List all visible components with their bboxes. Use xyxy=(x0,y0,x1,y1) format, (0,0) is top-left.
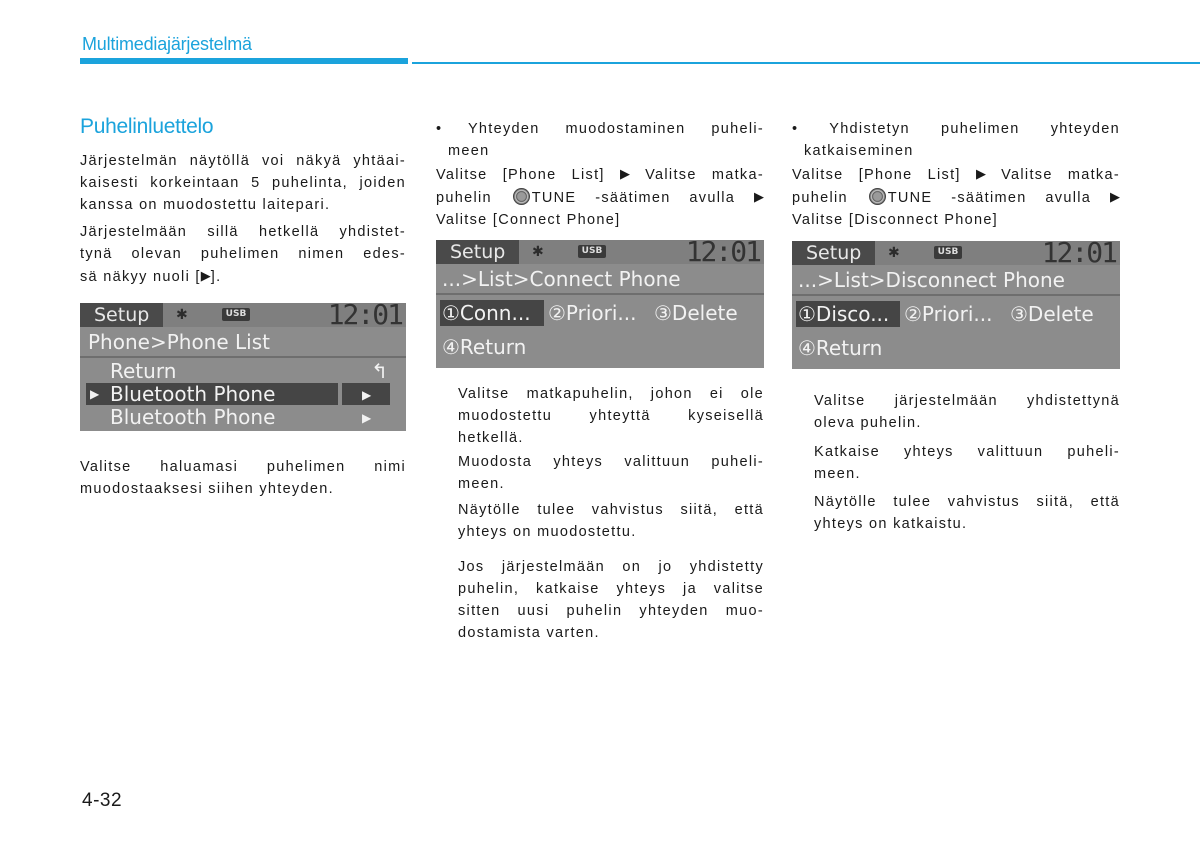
screen-path: ...>List>Connect Phone xyxy=(442,267,681,291)
text-part: puhelin xyxy=(436,190,492,206)
arrow-right-icon: ▶ xyxy=(619,166,630,181)
text-line: Valitse [Disconnect Phone] xyxy=(792,212,999,228)
text-line: Muodosta yhteys valittuun puheli- xyxy=(458,454,764,470)
text-part: TUNE -säätimen avulla xyxy=(887,190,1092,206)
text-part: ]. xyxy=(210,269,222,285)
screen-row-phone: Bluetooth Phone xyxy=(110,405,276,429)
text-line: Järjestelmän näytöllä voi näkyä yhtäai- xyxy=(80,153,406,169)
connect-note xyxy=(458,556,764,644)
disconnect-heading xyxy=(792,118,1120,162)
text-part: Valitse [Phone List] xyxy=(436,167,605,183)
text-part: sä näkyy nuoli [ xyxy=(80,269,201,285)
arrow-right-icon: ▶ xyxy=(1109,189,1120,204)
screen-setup-label: Setup xyxy=(792,241,875,265)
text-line: oleva puhelin. xyxy=(814,415,922,431)
screen-option-delete: ③Delete xyxy=(654,301,738,325)
bluetooth-icon: ✱ xyxy=(532,244,544,260)
screen-option-priority: ②Priori... xyxy=(548,301,637,325)
screen-option-return: ④Return xyxy=(798,336,883,360)
text-part: Valitse [Phone List] xyxy=(792,167,961,183)
select-paragraph xyxy=(80,456,406,500)
screen-row-return: Return xyxy=(110,359,177,383)
text-line: Valitse järjestelmään yhdistettynä xyxy=(814,393,1120,409)
text-line: Järjestelmään sillä hetkellä yhdistet- xyxy=(80,224,406,240)
disconnect-phone-screen xyxy=(792,241,1120,369)
screen-path: ...>List>Disconnect Phone xyxy=(798,268,1065,292)
tune-knob-icon xyxy=(513,188,530,205)
screen-clock: 12:01 xyxy=(1041,241,1116,269)
text-part: Valitse matka- xyxy=(1001,167,1120,183)
text-line: Valitse haluamasi puhelimen nimi xyxy=(80,459,406,475)
header-rule-thick xyxy=(80,58,408,64)
text-line: Katkaise yhteys valittuun puheli- xyxy=(814,444,1120,460)
connect-step-1 xyxy=(458,383,764,449)
usb-badge: USB xyxy=(934,246,962,259)
connect-phone-screen xyxy=(436,240,764,368)
screen-option-connect: ①Conn... xyxy=(442,301,531,325)
text-line: puhelin, katkaise yhteys ja valitse xyxy=(458,581,764,597)
text-part: Valitse matka- xyxy=(645,167,764,183)
phone-list-screen xyxy=(80,303,406,431)
screen-option-priority: ②Priori... xyxy=(904,302,993,326)
text-part: TUNE -säätimen avulla xyxy=(531,190,736,206)
text-line: hetkellä. xyxy=(458,430,524,446)
text-part: puhelin xyxy=(792,190,848,206)
page-number: 4-32 xyxy=(82,790,123,811)
text-line: muodostettu yhteyttä kyseisellä xyxy=(458,408,764,424)
text-line: kanssa on muodostettu laitepari. xyxy=(80,197,331,213)
bluetooth-icon: ✱ xyxy=(176,307,188,323)
text-line: muodostaaksesi siihen yhteyden. xyxy=(80,481,334,497)
text-line: sitten uusi puhelin yhteyden muo- xyxy=(458,603,764,619)
arrow-paragraph xyxy=(80,221,406,288)
disconnect-step-2 xyxy=(814,441,1120,485)
tune-knob-icon xyxy=(869,188,886,205)
screen-row-phone-selected: Bluetooth Phone xyxy=(110,382,276,406)
text-line: meen. xyxy=(814,466,861,482)
screen-divider xyxy=(436,293,764,295)
bullet-line: meen xyxy=(448,143,490,159)
chevron-right-icon: ▶ xyxy=(362,388,372,402)
bullet-line: • Yhteyden muodostaminen puheli- xyxy=(436,121,764,137)
usb-badge: USB xyxy=(578,245,606,258)
disconnect-step-3 xyxy=(814,491,1120,535)
text-line: Valitse matkapuhelin, johon ei ole xyxy=(458,386,764,402)
text-line: meen. xyxy=(458,476,505,492)
disconnect-instructions xyxy=(792,163,1120,231)
selected-arrow-icon: ▶ xyxy=(90,387,100,401)
text-line: kaisesti korkeintaan 5 puhelinta, joiden xyxy=(80,175,406,191)
bluetooth-icon: ✱ xyxy=(888,245,900,261)
text-line: tynä olevan puhelimen nimen edes- xyxy=(80,246,406,262)
text-line: Näytölle tulee vahvistus siitä, että xyxy=(458,502,764,518)
text-line xyxy=(436,186,764,209)
text-line: Jos järjestelmään on jo yhdistetty xyxy=(458,559,764,575)
screen-clock: 12:01 xyxy=(685,240,760,268)
intro-paragraph xyxy=(80,150,406,216)
text-line: dostamista varten. xyxy=(458,625,600,641)
chevron-right-icon: ▶ xyxy=(362,411,372,425)
section-title: Puhelinluettelo xyxy=(80,115,214,138)
connect-step-2 xyxy=(458,451,764,495)
screen-setup-label: Setup xyxy=(80,303,163,327)
return-arrow-icon: ↰ xyxy=(371,359,388,383)
bullet-line: katkaiseminen xyxy=(804,143,914,159)
header-rule-thin xyxy=(412,62,1200,64)
text-line: yhteys on katkaistu. xyxy=(814,516,968,532)
screen-option-return: ④Return xyxy=(442,335,527,359)
screen-path: Phone>Phone List xyxy=(88,330,270,354)
chapter-title: Multimediajärjestelmä xyxy=(82,34,252,54)
arrow-right-icon: ▶ xyxy=(975,166,986,181)
usb-badge: USB xyxy=(222,308,250,321)
screen-option-disconnect: ①Disco... xyxy=(798,302,890,326)
bullet-line: • Yhdistetyn puhelimen yhteyden xyxy=(792,121,1120,137)
arrow-right-icon: ▶ xyxy=(753,189,764,204)
screen-clock: 12:01 xyxy=(327,303,402,331)
connect-heading xyxy=(436,118,764,162)
text-line xyxy=(80,265,406,288)
text-line: Valitse [Connect Phone] xyxy=(436,212,621,228)
screen-divider xyxy=(80,356,406,358)
text-line: yhteys on muodostettu. xyxy=(458,524,637,540)
connect-step-3 xyxy=(458,499,764,543)
screen-option-delete: ③Delete xyxy=(1010,302,1094,326)
disconnect-step-1 xyxy=(814,390,1120,434)
screen-setup-label: Setup xyxy=(436,240,519,264)
connect-instructions xyxy=(436,163,764,231)
text-line xyxy=(436,163,764,186)
screen-divider xyxy=(792,294,1120,296)
text-line xyxy=(792,186,1120,209)
text-line: Näytölle tulee vahvistus siitä, että xyxy=(814,494,1120,510)
arrow-right-icon: ▶ xyxy=(200,268,211,283)
text-line xyxy=(792,163,1120,186)
